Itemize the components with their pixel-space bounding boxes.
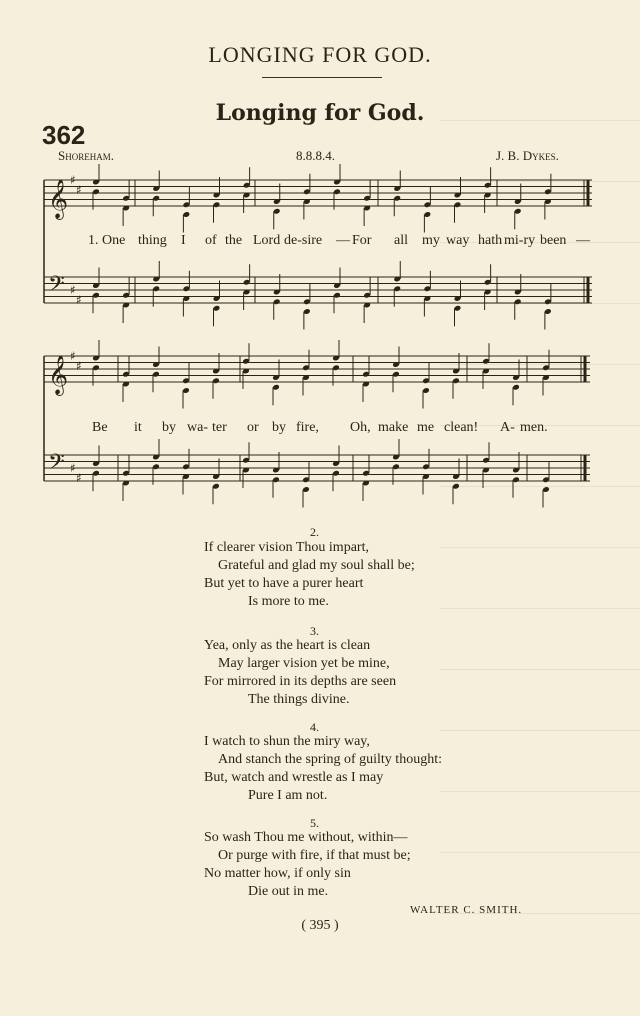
lyric-syllable: the — [225, 233, 243, 248]
lyric-syllable: 1. One — [88, 233, 126, 248]
meter: 8.8.8.4. — [296, 148, 335, 163]
lyric-syllable: ter — [212, 420, 227, 435]
lyric-syllable: make — [378, 420, 409, 435]
lyric-syllable: wa- — [187, 420, 208, 435]
stanza-number: 4. — [310, 720, 319, 734]
lyric-syllable: by — [162, 420, 176, 435]
verse-line: Grateful and glad my soul shall be; — [218, 558, 415, 573]
lyrics-row-1 — [88, 233, 608, 253]
verse-line: For mirrored in its depths are seen — [204, 674, 397, 689]
lyric-syllable: way — [446, 233, 470, 248]
lyric-syllable: all — [394, 233, 408, 248]
lyric-syllable: A- — [500, 420, 515, 435]
lyric-syllable: been — [540, 233, 567, 248]
sharp-sign: ♯ — [76, 358, 82, 373]
lyric-syllable: mi-ry — [504, 233, 536, 248]
lyric-syllable: For — [352, 233, 372, 248]
sharp-sign: ♯ — [76, 182, 82, 197]
lyric-syllable: clean! — [444, 420, 479, 435]
sharp-sign: ♯ — [70, 461, 76, 475]
bass-clef: 𝄢 — [48, 272, 65, 302]
sharp-sign: ♯ — [70, 173, 76, 187]
lyric-syllable: hath — [478, 233, 503, 248]
lyric-syllable: de-sire — [284, 233, 323, 248]
verse-line: Pure I am not. — [248, 788, 328, 803]
tune-name: Shoreham. — [58, 148, 114, 163]
lyric-syllable: me — [417, 420, 435, 435]
lyric-syllable: of — [205, 233, 217, 248]
verse-line: But, watch and wrestle as I may — [204, 770, 384, 785]
bass-clef: 𝄢 — [48, 450, 65, 480]
clefs — [48, 173, 82, 485]
lyric-syllable: fire, — [296, 420, 319, 435]
lyric-syllable: Oh, — [350, 420, 371, 435]
lyric-syllable: by — [272, 420, 286, 435]
verse-line: No matter how, if only sin — [204, 866, 351, 881]
verse-line: I watch to shun the miry way, — [204, 734, 370, 749]
running-title: LONGING FOR GOD. — [208, 42, 432, 67]
lyric-syllable: my — [422, 233, 440, 248]
verse-line: And stanch the spring of guilty thought: — [218, 752, 442, 767]
lyric-syllable: Lord — [253, 233, 281, 248]
treble-clef: 𝄞 — [48, 179, 69, 219]
lyric-syllable: I — [181, 233, 186, 248]
treble-clef: 𝄞 — [48, 355, 69, 395]
lyrics-row-2 — [92, 420, 622, 440]
sharp-sign: ♯ — [76, 470, 82, 485]
composer: J. B. Dykes. — [496, 148, 559, 163]
lyric-syllable: — — [336, 233, 350, 248]
lyric-syllable: Be — [92, 420, 108, 435]
stanza-number: 3. — [310, 624, 319, 638]
sharp-sign: ♯ — [70, 283, 76, 297]
verse-line: Or purge with fire, if that must be; — [218, 848, 411, 863]
verse-line: But yet to have a purer heart — [204, 576, 364, 591]
page-number: ( 395 ) — [301, 918, 339, 933]
stanza-number: 5. — [310, 816, 319, 830]
lyric-syllable: or — [247, 420, 259, 435]
hymn-number: 362 — [42, 120, 86, 150]
verse-line: If clearer vision Thou impart, — [204, 540, 369, 555]
verse-line: The things divine. — [248, 692, 350, 707]
lyric-syllable: men. — [520, 420, 548, 435]
verse-line: Die out in me. — [248, 884, 329, 899]
verse-line: Is more to me. — [248, 594, 329, 609]
hymn-title: Longing for God. — [215, 100, 425, 126]
verse-line: Yea, only as the heart is clean — [204, 638, 371, 653]
verse-line: May larger vision yet be mine, — [218, 656, 390, 671]
sharp-sign: ♯ — [76, 292, 82, 307]
author-credit: WALTER C. SMITH. — [410, 904, 523, 916]
lyric-syllable: — — [576, 233, 590, 248]
sharp-sign: ♯ — [70, 349, 76, 363]
notes — [92, 164, 552, 508]
verse-line: So wash Thou me without, within— — [204, 830, 408, 845]
lyric-syllable: it — [134, 420, 142, 435]
lyric-syllable: thing — [138, 233, 167, 248]
stanza-number: 2. — [310, 525, 319, 539]
